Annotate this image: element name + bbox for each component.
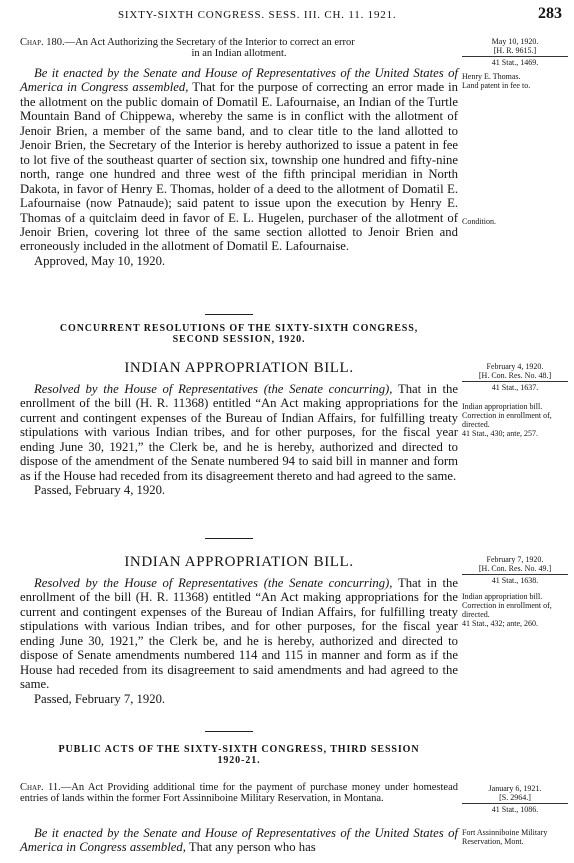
- resolution-2-passed: Passed, February 7, 1920.: [34, 691, 166, 706]
- chapter-11-caption: [20, 782, 458, 804]
- chapter-11-margin: [462, 784, 568, 814]
- margin-rule: [462, 381, 568, 382]
- chapter-180-margin-notes: [462, 72, 568, 90]
- resolution-2-body: [20, 576, 458, 706]
- resolution-2-resolved: Resolved by the House of Representatives (the Senate concurring),: [34, 576, 393, 590]
- resolution-1-text: That in the enrollment of the bill (H. R. 11368) entitled “An Act making appropriations for the current and contingent expenses of the Bureau of Indian Affairs, for fulfilling treaty stipulations with various Indian tribes, and for other purposes, for the fiscal year ending June 30, 1921,” the Clerk be, and he is hereby, authorized and directed to dispose of the amendment of the Senate numbered 94 to said bill in manner and form as if the House had receded from its disagreement thereto and had agreed to the same.: [20, 382, 459, 483]
- public-acts-heading-line-2: 1920-21.: [217, 755, 261, 766]
- chapter-180-margin: [462, 37, 568, 67]
- chapter-180-enacting-clause: Be it enacted by the Senate and House of Representatives of the United States of America in Congress assembled,: [20, 66, 458, 95]
- chapter-11-enacting-clause: Be it enacted by the Senate and House of Representatives of the United States of America in Congress assembled,: [20, 826, 458, 855]
- resolution-2-margin-date: February 7, 1920.: [486, 555, 544, 564]
- resolution-1-margin-res: [H. Con. Res. No. 48.]: [478, 371, 552, 380]
- section-divider: [205, 538, 253, 539]
- chapter-11-text: That any person who has: [188, 840, 316, 855]
- section-divider: [205, 314, 253, 315]
- concurrent-resolutions-heading: [20, 323, 458, 345]
- resolution-1-margin-stat: 41 Stat., 1637.: [491, 383, 539, 392]
- chapter-11-margin-date: January 6, 1921.: [488, 784, 542, 793]
- resolution-1-margin-note-2: Correction in enrollment of, directed.: [462, 411, 552, 429]
- chapter-180-margin-date: May 10, 1920.: [491, 37, 539, 46]
- resolution-1-margin: [462, 362, 568, 392]
- resolution-2-margin-note-1: Indian appropriation bill.: [462, 592, 543, 601]
- running-head-title: SIXTY-SIXTH CONGRESS. SESS. III. CH. 11. 1921.: [118, 9, 397, 21]
- resolution-2-margin-stat: 41 Stat., 1638.: [491, 576, 539, 585]
- chapter-180-margin-note-2: Land patent in fee to.: [462, 81, 531, 90]
- chapter-11-margin-note: Fort Assinniboine Military Reservation, Mont.: [462, 828, 548, 846]
- margin-rule: [462, 574, 568, 575]
- chapter-11-body: [20, 826, 458, 855]
- resolution-2-margin-note-2: Correction in enrollment of, directed.: [462, 601, 552, 619]
- chapter-180-margin-stat: 41 Stat., 1469.: [491, 58, 539, 67]
- chapter-11-margin-bill: [S. 2964.]: [499, 793, 531, 802]
- concurrent-heading-line-2: SECOND SESSION, 1920.: [172, 334, 306, 345]
- resolution-1-title: INDIAN APPROPRIATION BILL.: [124, 360, 354, 376]
- section-divider: [205, 731, 253, 732]
- chapter-11-caption-text: —An Act Providing additional time for the payment of purchase money under homestead entries of lands within the former Fort Assinniboine Military Reservation, in Montana.: [20, 782, 458, 804]
- margin-rule: [462, 803, 568, 804]
- resolution-1-body: [20, 382, 458, 498]
- resolution-1-margin-note-3: 41 Stat., 430; ante, 257.: [462, 429, 538, 438]
- running-head: [0, 5, 574, 24]
- chapter-180-caption-text-2: in an Indian allotment.: [191, 48, 287, 59]
- resolution-1-margin-notes: [462, 402, 568, 438]
- resolution-2-margin-notes: [462, 592, 568, 628]
- resolution-2-title: INDIAN APPROPRIATION BILL.: [124, 554, 354, 570]
- public-acts-heading-line-1: PUBLIC ACTS OF THE SIXTY-SIXTH CONGRESS, THIRD SESSION: [58, 744, 420, 755]
- page-number: 283: [538, 5, 562, 22]
- chapter-180-margin-condition: Condition.: [462, 217, 497, 226]
- resolution-1-margin-date: February 4, 1920.: [486, 362, 544, 371]
- resolution-1-margin-note-1: Indian appropriation bill.: [462, 402, 543, 411]
- chapter-180-text: That for the purpose of correcting an error made in the allotment on the public domain of Domatil E. Lafournaise, an Indian of the Turtle Mountain Band of Chippewa, whereby the same is in conflict with the allotment of Jenoir Brien, a member of the same band, and to clear title to the land allotted to Jenoir Brien, the Secretary of the Interior is hereby authorized to issue a patent in fee to lot five of the southeast quarter of section six, township one hundred and fifty-nine north, range one hundred and three west of the fifth principal meridian in North Dakota, in favor of Henry E. Thomas, holder of a deed to the allotment of Domatil E. Lafournaise (now Patnaude); said patent to issue upon the execution by Henry E. Thomas of a quitclaim deed in favor of E. L. Hugelen, purchaser of the allotment of Jenoir Brien, covering lot three of the same section allotted to Jenoir Brien and erroneously included in the allotment of Domatil E. Lafournaise.: [20, 80, 458, 254]
- chapter-180-approved: Approved, May 10, 1920.: [34, 253, 166, 268]
- resolution-2-text: That in the enrollment of the bill (H. R. 11368) entitled “An Act making appropriations for the current and contingent expenses of the Bureau of Indian Affairs, for fulfilling treaty stipulations with various Indian tribes, and for other purposes, for the fiscal year ending June 30, 1921,” the Clerk be, and he is hereby, authorized and directed to dispose of Senate amendments numbered 114 and 115 in manner and form as if the House had receded from its disagreement to said amendments and had agreed to the same.: [20, 576, 459, 692]
- chapter-11-label: Chap. 11.: [20, 782, 61, 793]
- chapter-11-margin-stat: 41 Stat., 1086.: [491, 805, 539, 814]
- public-acts-heading: [20, 744, 458, 766]
- resolution-2-margin-note-3: 41 Stat., 432; ante, 260.: [462, 619, 538, 628]
- chapter-180-margin-note-1: Henry E. Thomas.: [462, 72, 521, 81]
- chapter-180-margin-condition-wrap: [462, 217, 568, 226]
- resolution-2-margin-res: [H. Con. Res. No. 49.]: [478, 564, 552, 573]
- chapter-180-caption-text: —An Act Authorizing the Secretary of the Interior to correct an error: [64, 37, 355, 48]
- chapter-180-body: [20, 66, 458, 268]
- chapter-11-margin-notes: [462, 828, 568, 846]
- chapter-180-label: Chap. 180.: [20, 37, 65, 48]
- concurrent-heading-line-1: CONCURRENT RESOLUTIONS OF THE SIXTY-SIXTH CONGRESS,: [59, 323, 419, 334]
- resolution-1-resolved: Resolved by the House of Representatives (the Senate concurring),: [34, 382, 393, 396]
- resolution-1-passed: Passed, February 4, 1920.: [34, 483, 166, 498]
- margin-rule: [462, 56, 568, 57]
- chapter-180-margin-bill: [H. R. 9615.]: [493, 46, 537, 55]
- chapter-180-caption: [20, 37, 458, 59]
- resolution-2-margin: [462, 555, 568, 585]
